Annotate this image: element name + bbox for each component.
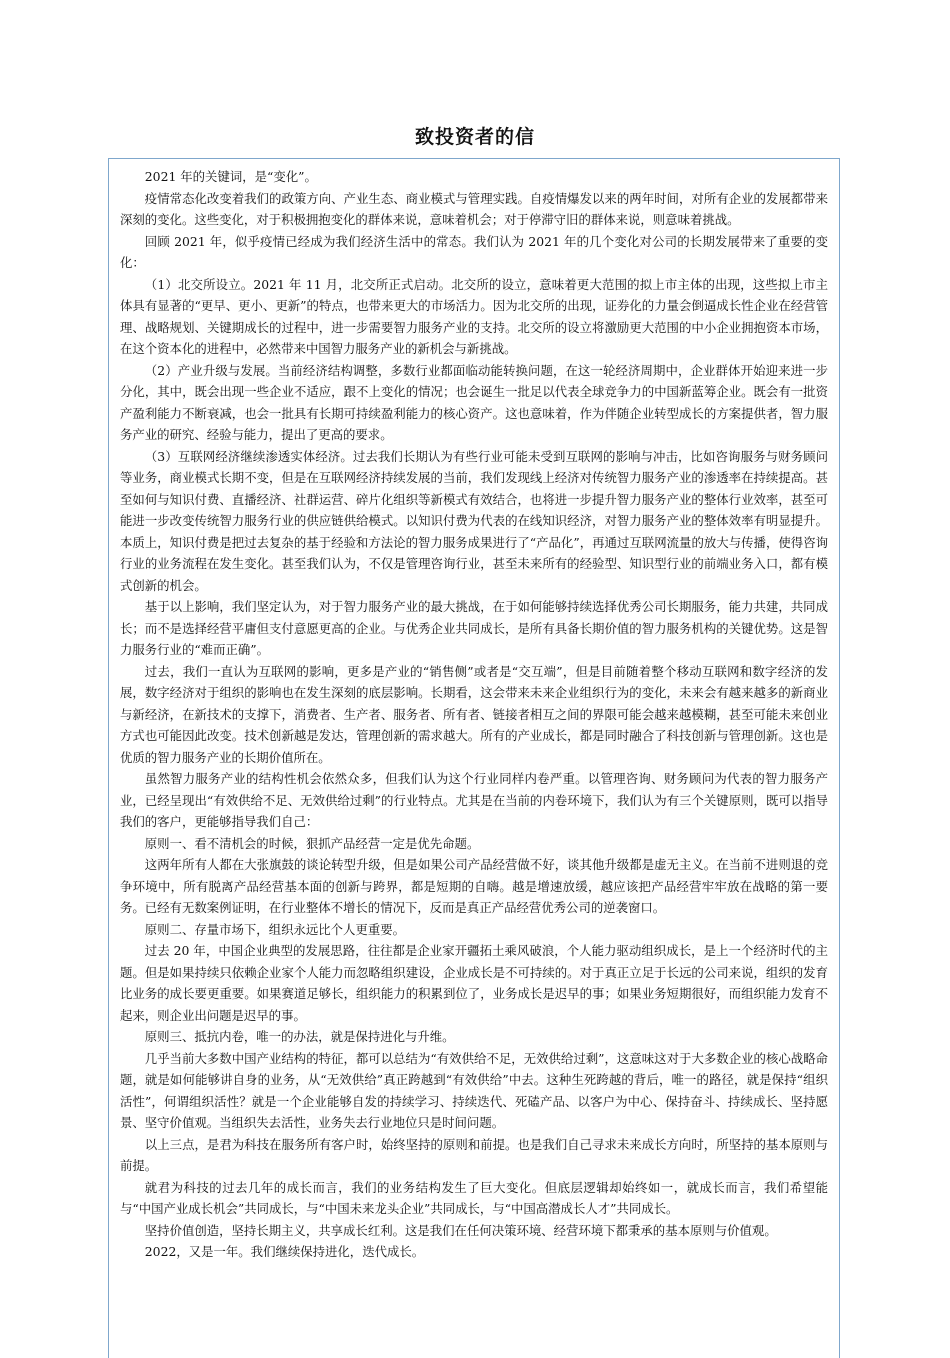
page-title: 致投资者的信: [414, 126, 535, 148]
paragraph: 原则三、抵抗内卷，唯一的办法，就是保持进化与升维。: [144, 1029, 455, 1044]
paragraph: （1）北交所设立。2021 年 11 月，北交所正式启动。北交所的设立，意味着更大范围的拟上市主体的出现，这些拟上市主体具有显著的“更早、更小、更新”的特点，也带来更大的市场活力。因为北交所的出现，证券化的力量会倒逼成长性企业在经营管理、战略规划、关键期成长的过程中，进一步需要智力服务产业的支持。北交所的设立将激励更大范围的中小企业拥抱资本市场，在这个资本化的进程中，必然带来中国智力服务产业的新机会与新挑战。: [120, 276, 828, 356]
paragraph: 回顾 2021 年，似乎疫情已经成为我们经济生活中的常态。我们认为 2021 年的几个变化对公司的长期发展带来了重要的变化：: [120, 233, 828, 270]
paragraph: （3）互联网经济继续渗透实体经济。过去我们长期认为有些行业可能未受到互联网的影响与冲击，比如咨询服务与财务顾问等业务，商业模式长期不变，但是在互联网经济持续发展的当前，我们发现线上经济对传统智力服务产业的渗透率在持续提高。甚至如何与知识付费、直播经济、社群运营、碎片化组织等新模式有效结合，也将进一步提升智力服务产业的整体行业效率，甚至可能进一步改变传统智力服务行业的供应链供给模式。以知识付费为代表的在线知识经济，对智力服务产业的整体效率有明显提升。本质上，知识付费是把过去复杂的基于经验和方法论的智力服务成果进行了“产品化”，再通过互联网流量的放大与传播，使得咨询行业的业务流程在发生变化。甚至我们认为，不仅是管理咨询行业，甚至未来所有的经验型、知识型行业的前端业务入口，都有模式创新的机会。: [120, 448, 828, 593]
paragraph: 以上三点，是君为科技在服务所有客户时，始终坚持的原则和前提。也是我们自己寻求未来成长方向时，所坚持的基本原则与前提。: [120, 1136, 828, 1173]
paragraph: 原则二、存量市场下，组织永远比个人更重要。: [144, 921, 405, 937]
paragraph: （2）产业升级与发展。当前经济结构调整，多数行业都面临动能转换问题，在这一轮经济周期中，企业群体开始迎来进一步分化，其中，既会出现一些企业不适应，跟不上变化的情况；也会诞生一批足以代表全球竞争力的中国新蓝筹企业。既会有一批资产盈利能力不断衰减，也会一批具有长期可持续盈利能力的核心资产。这也意味着，作为伴随企业转型成长的方案提供者，智力服务产业的研究、经验与能力，提出了更高的要求。: [120, 362, 828, 442]
paragraph: 就君为科技的过去几年的成长而言，我们的业务结构发生了巨大变化。但底层逻辑却始终如一，就成长而言，我们希望能与“中国产业成长机会”共同成长，与“中国未来龙头企业”共同成长，与“中国高潜成长人才”共同成长。: [120, 1179, 828, 1216]
paragraph: 坚持价值创造，坚持长期主义，共享成长红利。这是我们在任何决策环境、经营环境下都秉承的基本原则与价值观。: [144, 1222, 777, 1238]
paragraph: 2021 年的关键词，是“变化”。: [144, 169, 317, 184]
paragraph: 这两年所有人都在大张旗鼓的谈论转型升级，但是如果公司产品经营做不好，谈其他升级都是虚无主义。在当前不进则退的竞争环境中，所有脱离产品经营基本面的创新与跨界，都是短期的自嗨。越是增速放缓，越应该把产品经营牢牢放在战略的第一要务。已经有无数案例证明，在行业整体不增长的情况下，反而是真正产品经营优秀公司的逆袭窗口。: [120, 857, 828, 915]
paragraph: 几乎当前大多数中国产业结构的特征，都可以总结为“有效供给不足，无效供给过剩”，这意味这对于大多数企业的核心战略命题，就是如何能够讲自身的业务，从“无效供给”真正跨越到“有效供给”中去。这种生死跨越的背后，唯一的路径，就是保持“组织活性”，何谓组织活性？就是一个企业能够自发的持续学习、持续迭代、死磕产品、以客户为中心、保持奋斗、持续成长、坚持愿景、坚守价值观。当组织失去活性，业务失去行业地位只是时间问题。: [120, 1050, 828, 1130]
paragraph: 基于以上影响，我们坚定认为，对于智力服务产业的最大挑战，在于如何能够持续选择优秀公司长期服务，能力共建，共同成长；而不是选择经营平庸但支付意愿更高的企业。与优秀企业共同成长，是所有具备长期价值的智力服务机构的关键优势。这是智力服务行业的“难而正确”。: [120, 599, 828, 657]
paragraph: 2022，又是一年。我们继续保持进化，迭代成长。: [144, 1244, 425, 1259]
paragraph: 虽然智力服务产业的结构性机会依然众多，但我们认为这个行业同样内卷严重。以管理咨询、财务顾问为代表的智力服务产业，已经呈现出“有效供给不足、无效供给过剩”的行业特点。尤其是在当前的内卷环境下，我们认为有三个关键原则，既可以指导我们的客户，更能够指导我们自己：: [120, 771, 828, 829]
paragraph: 原则一、看不清机会的时候，狠抓产品经营一定是优先命题。: [144, 835, 480, 851]
letter-body: [120, 166, 828, 1263]
paragraph: 过去 20 年，中国企业典型的发展思路，往往都是企业家开疆拓土乘风破浪，个人能力驱动组织成长，是上一个经济时代的主题。但是如果持续只依赖企业家个人能力而忽略组织建设，企业成长是不可持续的。对于真正立足于长远的公司来说，组织的发育比业务的成长要更重要。如果赛道足够长，组织能力的积累到位了，业务成长是迟早的事；如果业务短期很好，而组织能力发育不起来，则企业出问题是迟早的事。: [120, 943, 828, 1023]
paragraph: 过去，我们一直认为互联网的影响，更多是产业的“销售侧”或者是“交互端”，但是目前随着整个移动互联网和数字经济的发展，数字经济对于组织的影响也在发生深刻的底层影响。长期看，这会带来未来企业组织行为的变化，未来会有越来越多的新商业与新经济，在新技术的支撑下，消费者、生产者、服务者、所有者、链接者相互之间的界限可能会越来越模糊，甚至可能未来创业方式也可能因此改变。技术创新越是发达，管理创新的需求越大。所有的产业成长，都是同时融合了科技创新与管理创新。这也是优质的智力服务产业的长期价值所在。: [120, 663, 828, 765]
letter-box: [108, 158, 840, 1358]
paragraph: 疫情常态化改变着我们的政策方向、产业生态、商业模式与管理实践。自疫情爆发以来的两年时间，对所有企业的发展都带来深刻的变化。这些变化，对于积极拥抱变化的群体来说，意味着机会；对于停滞守旧的群体来说，则意味着挑战。: [120, 190, 828, 227]
